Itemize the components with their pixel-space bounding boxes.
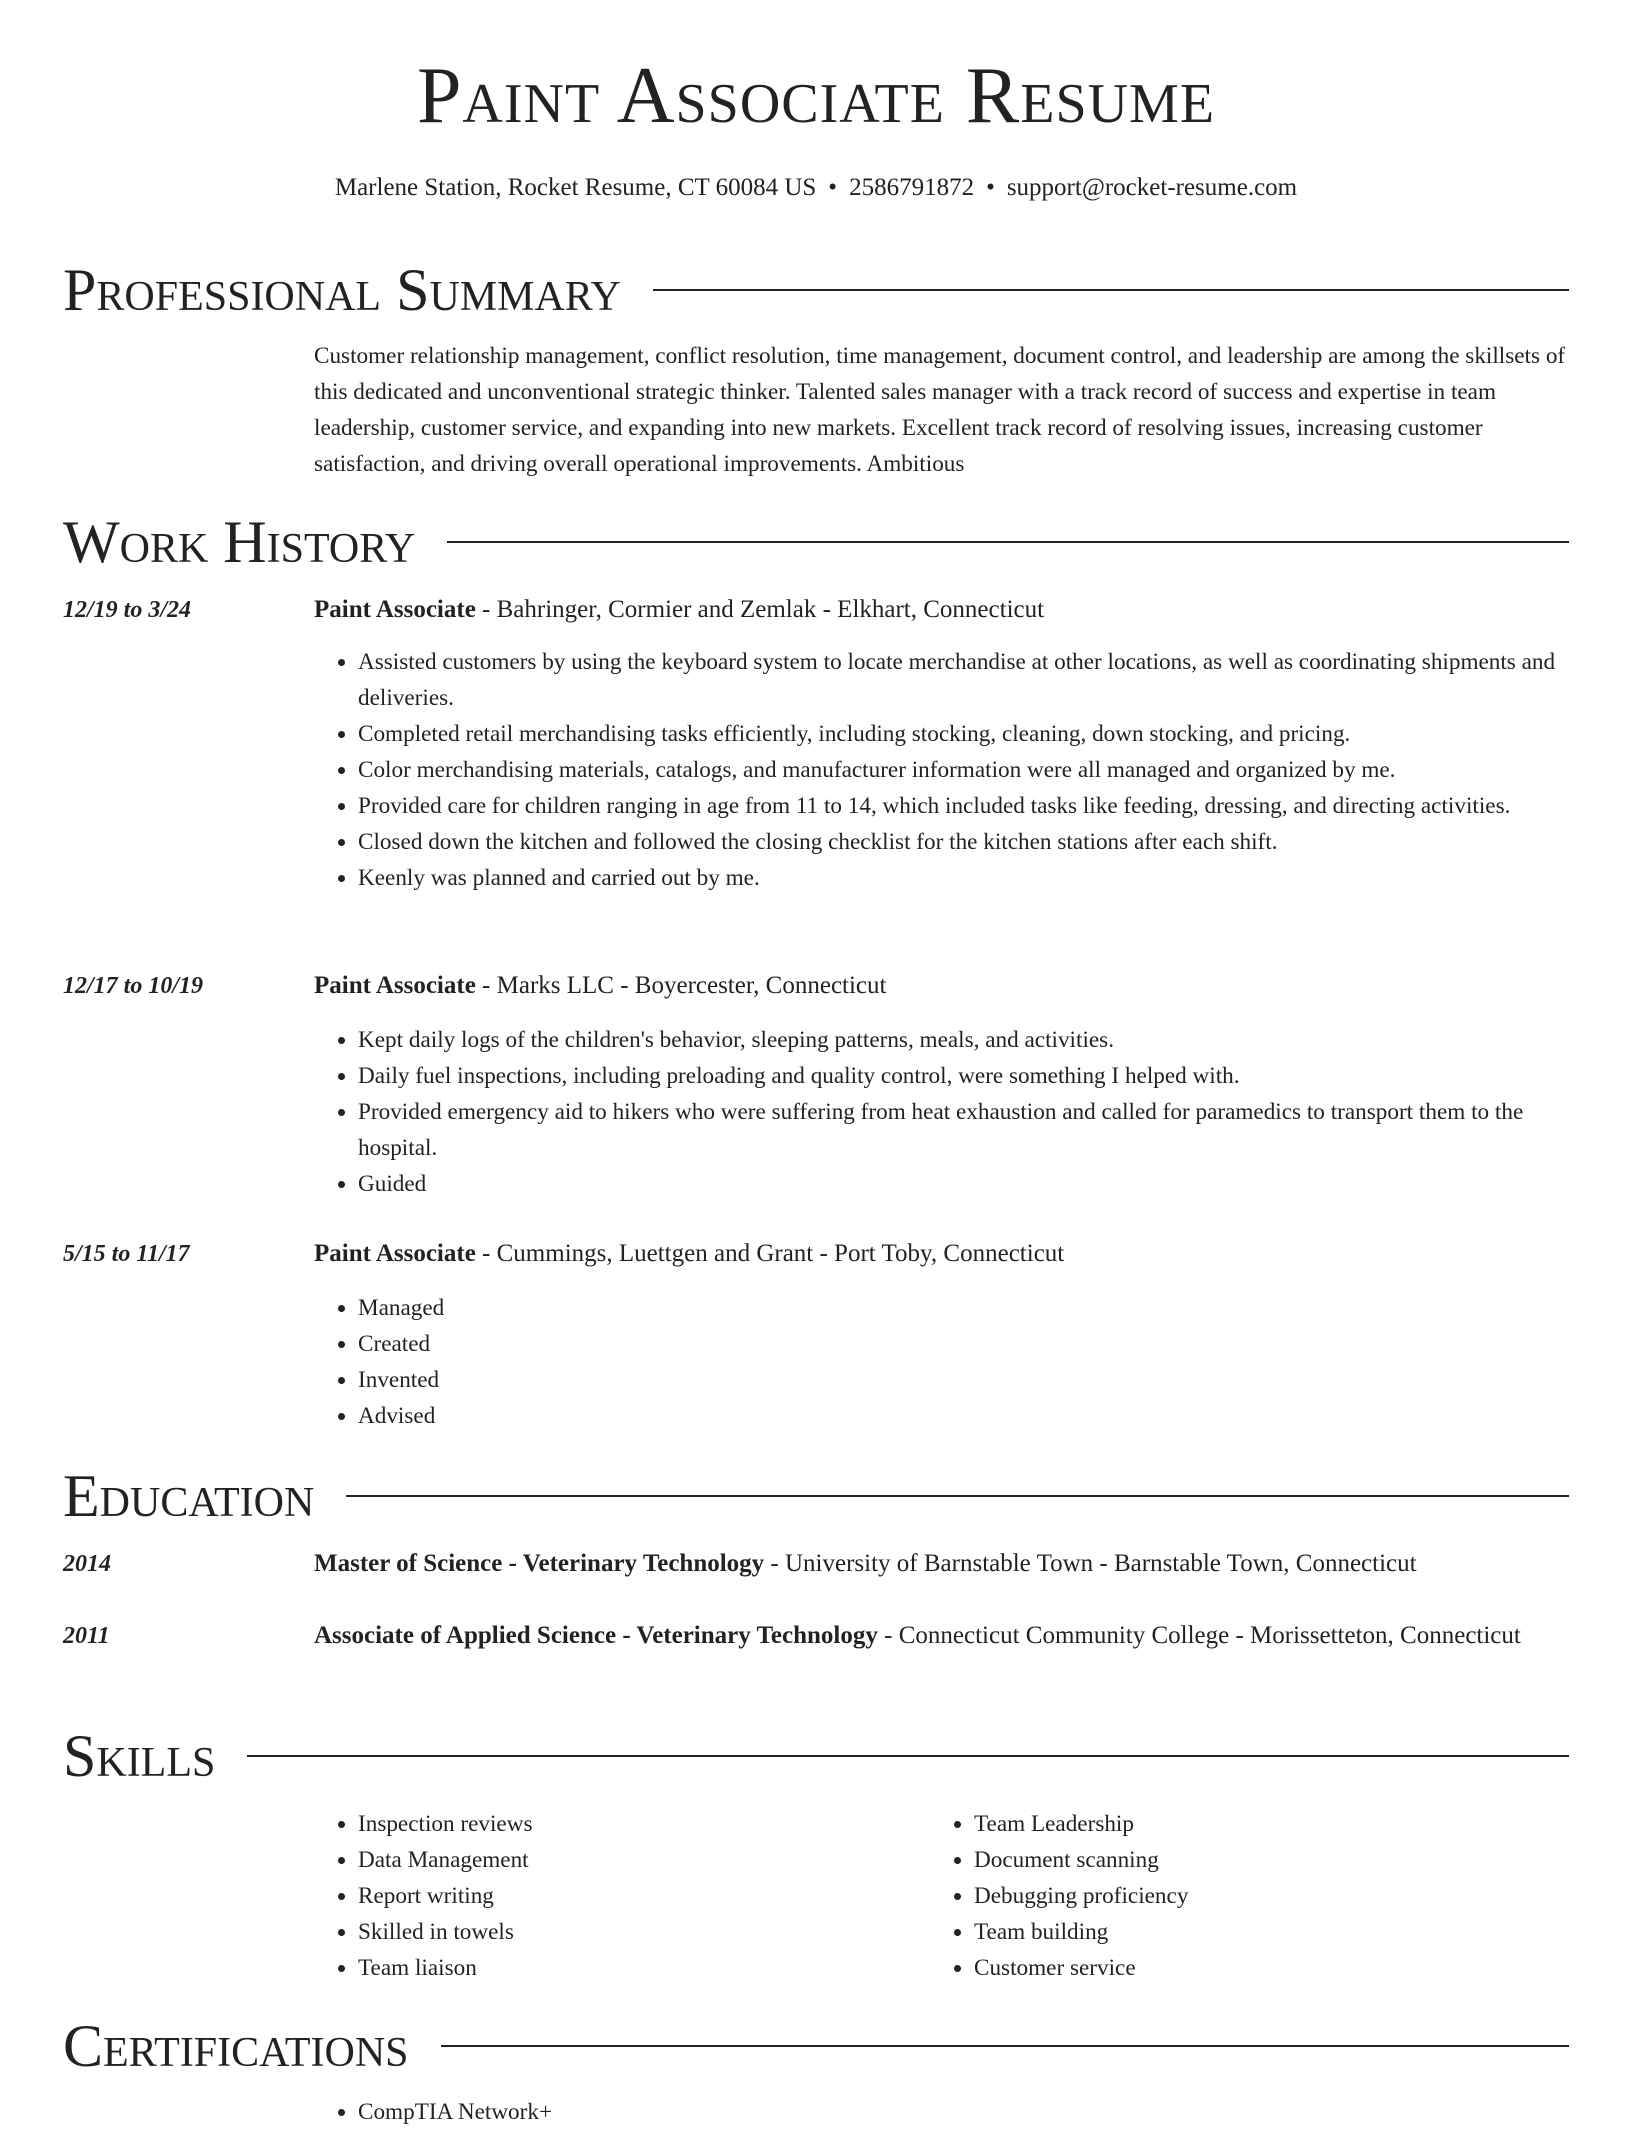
section-title-education: Education	[63, 1463, 315, 1529]
section-divider	[447, 541, 1569, 543]
resume-title: Paint Associate Resume	[416, 52, 1216, 140]
job-heading	[314, 968, 1569, 1004]
job-bullet: • Managed	[358, 1290, 1569, 1326]
job-bullet-list	[314, 1022, 1569, 1202]
job-bullet: • Keenly was planned and carried out by me.	[358, 860, 1569, 896]
job-bullet: • Provided emergency aid to hikers who were suffering from heat exhaustion and called for paramedics to transport them to the hospital.	[358, 1094, 1569, 1166]
skill-item: • Data Management	[358, 1842, 533, 1878]
education-school: - University of Barnstable Town - Barnstable Town, Connecticut	[764, 1550, 1417, 1577]
job-bullet-list	[314, 644, 1569, 896]
certification-list	[314, 2094, 552, 2130]
section-title-work: Work History	[63, 509, 416, 575]
job-dates: 5/15 to 11/17	[63, 1241, 190, 1267]
job-bullet: • Guided	[358, 1166, 1569, 1202]
skill-item: • Skilled in towels	[358, 1914, 533, 1950]
contact-address: Marlene Station, Rocket Resume, CT 60084 US	[334, 174, 817, 201]
skill-item: • Report writing	[358, 1878, 533, 1914]
job-bullet: • Advised	[358, 1398, 1569, 1434]
section-divider	[653, 289, 1569, 291]
job-bullet-list	[314, 1290, 1569, 1434]
skill-item: • Debugging proficiency	[974, 1878, 1188, 1914]
summary-text: Customer relationship management, conflict resolution, time management, document control, and leadership are among the skillsets of this dedicated and unconventional strategic thinker. Talented sales manager with a track record of success and expertise in team leadership, customer service, and expanding into new markets. Excellent track record of resolving issues, increasing customer satisfaction, and driving overall operational improvements. Ambitious	[314, 343, 1566, 477]
job-details: - Marks LLC - Boyercester, Connecticut	[475, 972, 887, 999]
section-divider	[247, 1755, 1569, 1757]
education-degree: Master of Science - Veterinary Technology	[314, 1550, 765, 1577]
skill-item: • Customer service	[974, 1950, 1188, 1986]
job-bullet: • Daily fuel inspections, including preloading and quality control, were something I helped with.	[358, 1058, 1569, 1094]
job-heading	[314, 1236, 1569, 1272]
job-bullet: • Created	[358, 1326, 1569, 1362]
job-bullet: • Provided care for children ranging in age from 11 to 14, which included tasks like feeding, dressing, and directing activities.	[358, 788, 1569, 824]
job-title: Paint Associate	[314, 596, 476, 623]
job-dates: 12/17 to 10/19	[63, 973, 204, 999]
job-bullet: • Invented	[358, 1362, 1569, 1398]
job-details: - Bahringer, Cormier and Zemlak - Elkhart, Connecticut	[475, 596, 1045, 623]
skill-item: • Inspection reviews	[358, 1806, 533, 1842]
section-header-skills	[63, 1723, 1569, 1789]
education-degree: Associate of Applied Science - Veterinary Technology	[314, 1622, 878, 1649]
contact-line	[0, 172, 1632, 205]
job-title: Paint Associate	[314, 1240, 476, 1267]
job-bullet: • Color merchandising materials, catalogs, and manufacturer information were all managed and organized by me.	[358, 752, 1569, 788]
section-header-education	[63, 1463, 1569, 1529]
section-divider	[441, 2045, 1569, 2047]
education-year: 2011	[63, 1623, 110, 1649]
job-bullet: • Assisted customers by using the keyboard system to locate merchandise at other locations, as well as coordinating shipments and deliveries.	[358, 644, 1569, 716]
section-header-work	[63, 509, 1569, 575]
education-heading	[314, 1618, 1569, 1654]
section-title-summary: Professional Summary	[63, 257, 621, 323]
skill-item: • Team building	[974, 1914, 1188, 1950]
section-header-certifications	[63, 2013, 1569, 2079]
job-title: Paint Associate	[314, 972, 476, 999]
education-school: - Connecticut Community College - Morissetteton, Connecticut	[877, 1622, 1521, 1649]
section-title-skills: Skills	[63, 1723, 216, 1789]
contact-separator: •	[986, 174, 995, 201]
skills-list-left	[314, 1806, 533, 1986]
contact-phone: 2586791872	[849, 174, 975, 201]
section-header-summary	[63, 257, 1569, 323]
skill-item: • Team Leadership	[974, 1806, 1188, 1842]
section-divider	[346, 1495, 1569, 1497]
education-year: 2014	[63, 1551, 111, 1577]
section-title-certifications: Certifications	[63, 2013, 409, 2079]
education-heading	[314, 1546, 1569, 1582]
skill-item: • Document scanning	[974, 1842, 1188, 1878]
job-dates: 12/19 to 3/24	[63, 597, 192, 623]
job-details: - Cummings, Luettgen and Grant - Port Toby, Connecticut	[475, 1240, 1065, 1267]
job-bullet: • Closed down the kitchen and followed the closing checklist for the kitchen stations after each shift.	[358, 824, 1569, 860]
skills-list-right	[930, 1806, 1188, 1986]
certification-item: • CompTIA Network+	[358, 2094, 552, 2130]
job-bullet: • Kept daily logs of the children's behavior, sleeping patterns, meals, and activities.	[358, 1022, 1569, 1058]
contact-separator: •	[828, 174, 838, 201]
job-bullet: • Completed retail merchandising tasks efficiently, including stocking, cleaning, down stocking, and pricing.	[358, 716, 1569, 752]
job-heading	[314, 592, 1569, 628]
skill-item: • Team liaison	[358, 1950, 533, 1986]
contact-email: support@rocket-resume.com	[1006, 174, 1298, 201]
